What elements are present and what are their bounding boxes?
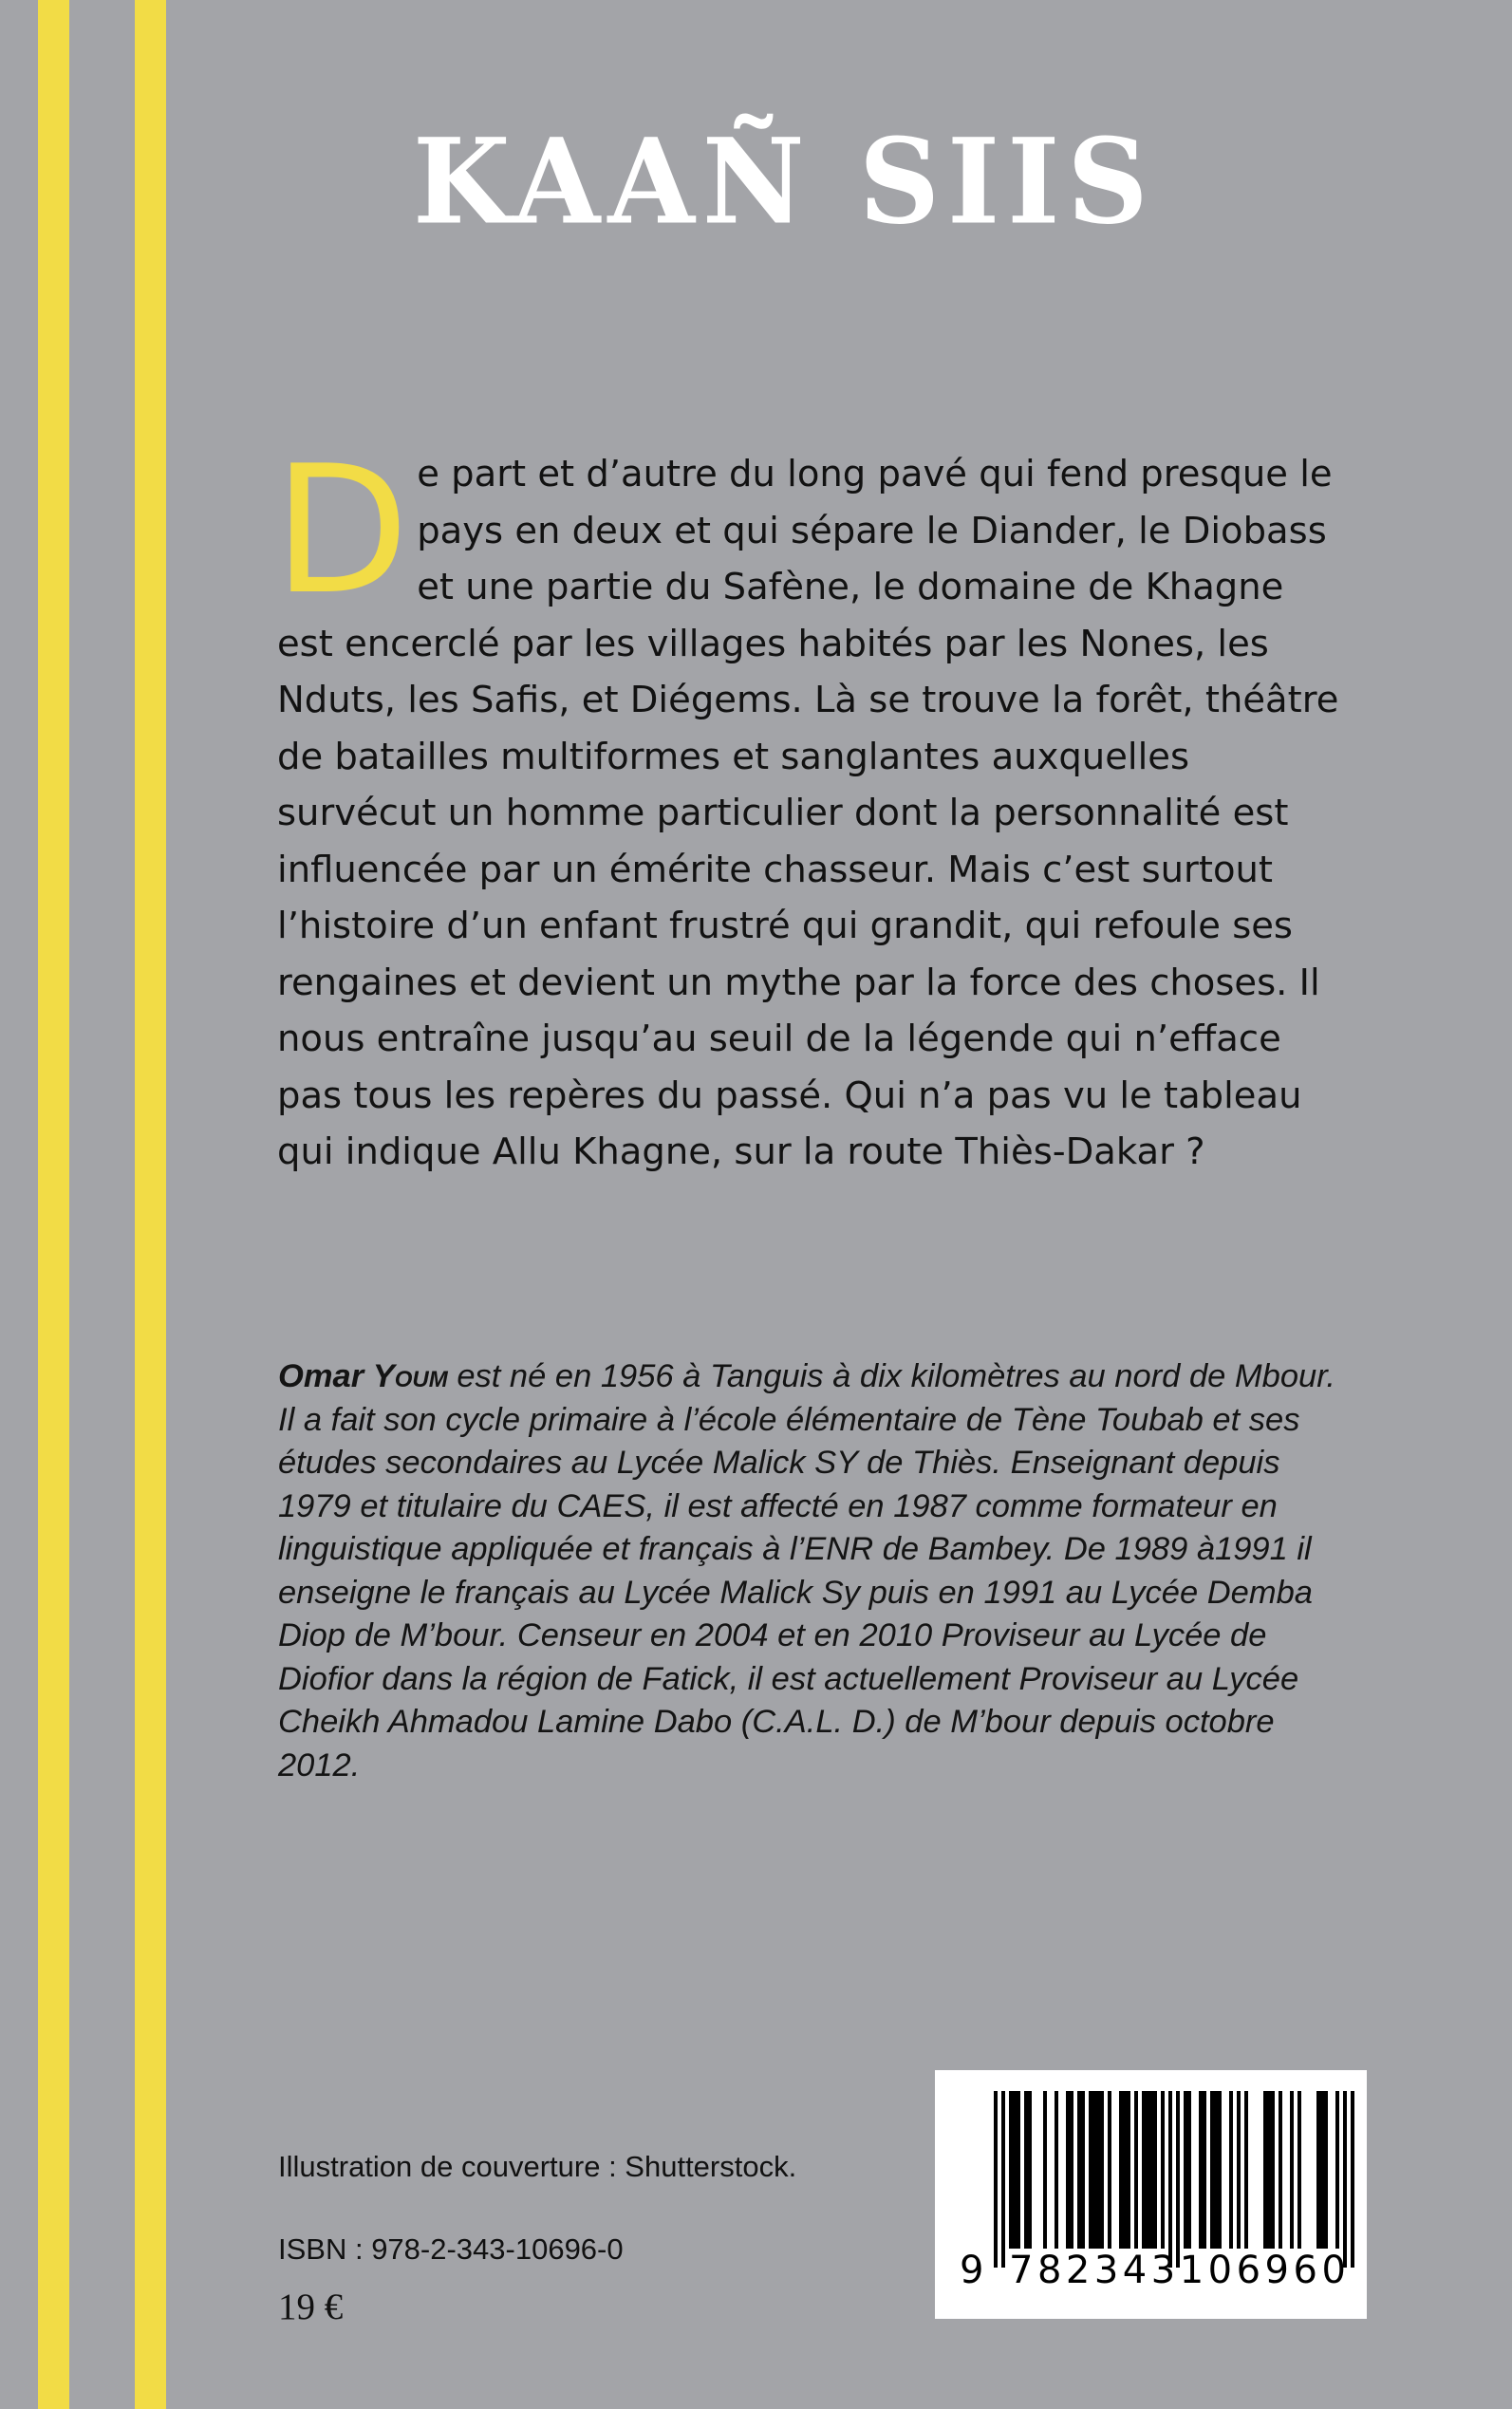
barcode-bar [1161,2091,1165,2249]
author-bio [278,1355,1346,1787]
barcode-bar [1066,2091,1070,2249]
barcode-bar [1297,2091,1301,2249]
barcode-guard-bar [1351,2091,1354,2268]
barcode-bar [1153,2091,1157,2249]
isbn-barcode [935,2070,1367,2319]
author-last-name: Youm [372,1358,448,1394]
barcode-number: 782343106960 [1009,2249,1351,2292]
barcode-guard-bar [1001,2091,1005,2268]
barcode-bar [1017,2091,1020,2249]
barcode-guard-bar [1176,2091,1180,2268]
barcode-bar [1316,2091,1320,2249]
barcode-bar [1028,2091,1032,2249]
barcode-bar [1263,2091,1267,2249]
author-first-name: Omar [278,1358,373,1394]
blurb-dropcap: D [273,427,410,633]
book-price: 19 € [278,2287,344,2327]
barcode-bar [1187,2091,1191,2249]
barcode-bar [1127,2091,1130,2249]
barcode-bar [1320,2091,1324,2249]
barcode-bar [1184,2091,1187,2249]
barcode-bar [1055,2091,1058,2249]
barcode-bar [1218,2091,1222,2249]
barcode-bar [1267,2091,1271,2249]
barcode-guard-bar [994,2091,998,2268]
barcode-bar [1324,2091,1328,2249]
barcode-bar [1149,2091,1153,2249]
barcode-bar [1077,2091,1081,2249]
barcode-bar [1009,2091,1013,2249]
cover-illustration-credit: Illustration de couverture : Shutterstock. [278,2150,797,2183]
left-yellow-stripe-inner [135,0,166,2409]
barcode-first-digit: 9 [960,2249,984,2292]
barcode-bar [1043,2091,1047,2249]
barcode-bar [1290,2091,1294,2249]
barcode-bar [1024,2091,1028,2249]
isbn-number: ISBN : 978-2-343-10696-0 [278,2232,624,2266]
barcode-bar [1335,2091,1339,2249]
blurb-text: e part et d’autre du long pavé qui fend presque le pays en deux et qui sépare le Diander, le Diobass et une partie du Safène, le domaine de Khagne est encerclé par les villages habités par les Nones, les Nduts, les Safis, et Diégems. Là se trouve la forêt, théâtre de batailles multiformes et sanglantes auxquelles survécut un homme particulier dont la personnalité est influencée par un émérite chasseur. Mais c’est surtout l’histoire d’un enfant frustré qui grandit, qui refoule ses rengaines et devient un mythe par la force des choses. Il nous entraîne jusqu’au seuil de la légende qui n’efface pas tous les repères du passé. Qui n’a pas vu le tableau qui indique Allu Khagne, sur la route Thiès-Dakar ? [277,453,1339,1173]
barcode-bar [1244,2091,1248,2249]
barcode-bar [1096,2091,1100,2249]
bio-text: est né en 1956 à Tanguis à dix kilomètres au nord de Mbour. Il a fait son cycle primaire à l’école élémentaire de Tène Toubab et ses études secondaires au Lycée Malick SY de Thiès. Enseignant depuis 1979 et titulaire du CAES, il est affecté en 1987 comme formateur en linguistique appliquée et français à l’ENR de Bambey. De 1989 à1991 il enseigne le français au Lycée Malick Sy puis en 1991 au Lycée Demba Diop de M’bour. Censeur en 2004 et en 2010 Proviseur au Lycée de Diofior dans la région de Fatick, il est actuellement Proviseur au Lycée Cheikh Ahmadou Lamine Dabo (C.A.L. D.) de M’bour depuis octobre 2012. [278,1358,1336,1783]
barcode-bar [1070,2091,1073,2249]
barcode-guard-bar [1343,2091,1347,2268]
barcode-bar [1199,2091,1203,2249]
barcode-bar [1142,2091,1146,2249]
barcode-bar [1210,2091,1214,2249]
left-yellow-stripe-outer [38,0,69,2409]
barcode-bar [1092,2091,1096,2249]
barcode-bar [1081,2091,1085,2249]
barcode-bar [1203,2091,1206,2249]
book-blurb [273,427,1347,1181]
barcode-bar [1229,2091,1233,2249]
barcode-bar [1146,2091,1149,2249]
barcode-bar [1123,2091,1127,2249]
barcode-bar [1237,2091,1241,2249]
barcode-guard-bar [1168,2091,1172,2268]
barcode-bar [1108,2091,1111,2249]
barcode-bar [1089,2091,1092,2249]
book-title: KAAÑ SIIS [413,112,1156,251]
barcode-bar [1279,2091,1282,2249]
author-name [278,1358,448,1394]
barcode-bar [1100,2091,1104,2249]
barcode-bar [1134,2091,1138,2249]
barcode-bar [1013,2091,1017,2249]
barcode-bar [1271,2091,1275,2249]
barcode-bar [1214,2091,1218,2249]
barcode-bar [1119,2091,1123,2249]
